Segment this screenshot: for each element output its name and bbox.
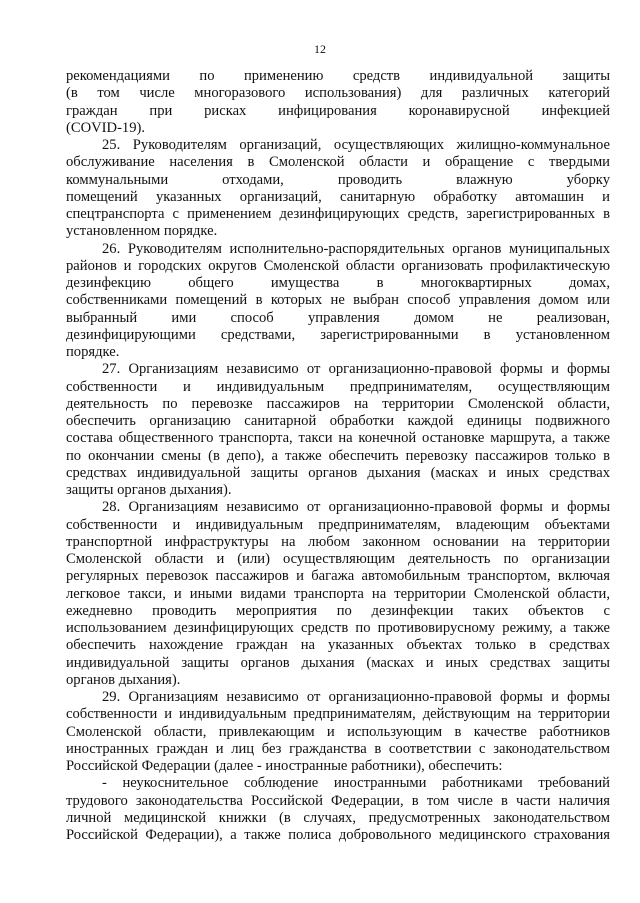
text-line: установленном порядке. [66, 223, 218, 240]
text-line: коммунальными отходами, проводить влажную уборку [66, 171, 610, 188]
text-line: обслуживание населения в Смоленской области и обращение с твердыми [66, 154, 610, 171]
text-line: индивидуальной защиты органов дыхания (масках и иных средствах защиты [66, 654, 610, 671]
text-line: иностранных граждан и лиц без гражданства в соответствии с законодательством [66, 740, 610, 757]
text-line: - неукоснительное соблюдение иностранными работниками требований [102, 775, 610, 792]
paragraph-item-25 [66, 137, 610, 241]
text-line: Российской Федерации), а также полиса добровольного медицинского страхования [66, 827, 610, 843]
paragraph-item-28 [66, 499, 610, 689]
text-line: собственности и индивидуальным предпринимателям, владеющим объектами [66, 516, 610, 533]
paragraph-continuation [66, 68, 610, 137]
text-line: выбранный ими способ управления домом не реализован, [66, 309, 610, 326]
text-line: собственниками помещений в которых не выбран способ управления домом или [66, 292, 610, 309]
text-line: средствах индивидуальной защиты органов дыхания (масках и иных средствах [66, 464, 610, 481]
text-line: Смоленской области, привлекающим и использующим в качестве работников [66, 723, 610, 740]
text-line: трудового законодательства Российской Федерации, в том числе в части наличия [66, 792, 610, 809]
text-line: (в том числе многоразового использования) для различных категорий [66, 85, 610, 102]
text-line: 25. Руководителям организаций, осуществляющих жилищно-коммунальное [102, 137, 610, 153]
text-line: обеспечить нахождение граждан на указанных объектах только в средствах [66, 637, 610, 654]
text-line: 28. Организациям независимо от организационно-правовой формы и формы [102, 499, 610, 516]
text-line: (COVID-19). [66, 119, 146, 136]
text-line: использованием дезинфицирующих средств по противовирусному режиму, а также [66, 620, 610, 636]
text-line: Смоленской области и (или) осуществляющим деятельность по организации [66, 551, 610, 567]
text-line: спецтранспорта с применением дезинфицирующих средств, зарегистрированных в [66, 206, 610, 222]
text-line: Российской Федерации (далее - иностранные работники), обеспечить: [66, 758, 503, 774]
text-line: дезинфекцию общего имущества в многоквартирных домах, [66, 275, 610, 291]
paragraph-item-26 [66, 241, 610, 362]
text-line: защиты органов дыхания). [66, 482, 232, 498]
page-number: 12 [314, 42, 326, 56]
text-line: 26. Руководителям исполнительно-распорядительных органов муниципальных [102, 240, 610, 257]
text-line: органов дыхания). [66, 671, 181, 688]
text-line: легковое такси, и иными видами транспорта на территории Смоленской области, [66, 585, 610, 602]
text-line: 29. Организациям независимо от организационно-правовой формы и формы [102, 689, 610, 705]
text-line: дезинфицирующими средствами, зарегистрированными в установленном [66, 326, 610, 343]
text-line: собственности и индивидуальным предпринимателям, действующим на территории [66, 706, 610, 723]
paragraph-item-29 [66, 689, 610, 775]
paragraph-item-27 [66, 361, 610, 499]
paragraph-item-29-bullet [66, 775, 610, 844]
text-line: порядке. [66, 344, 120, 360]
text-line: по окончании смены (в депо), а также обеспечить перевозку пассажиров только в [66, 447, 610, 464]
text-line: обеспечить организацию санитарной обработки каждой единицы подвижного [66, 413, 610, 429]
text-line: транспортной инфраструктуры на любом законном основании на территории [66, 533, 610, 550]
document-body [66, 68, 610, 844]
text-line: помещений указанных организаций, санитарную обработку автомашин и [66, 188, 610, 205]
text-line: районов и городских округов Смоленской области организовать профилактическую [66, 257, 610, 274]
text-line: личной медицинской книжки (в случаях, предусмотренных законодательством [66, 809, 610, 826]
text-line: собственности и индивидуальным предпринимателям, осуществляющим [66, 378, 610, 395]
text-line: граждан при рисках инфицирования коронавирусной инфекцией [66, 102, 610, 119]
text-line: ежедневно проводить мероприятия по дезинфекции таких объектов с [66, 602, 610, 619]
text-line: регулярных перевозок пассажиров и багажа автомобильным транспортом, включая [66, 568, 610, 585]
text-line: деятельность по перевозке пассажиров на территории Смоленской области, [66, 395, 610, 412]
text-line: рекомендациями по применению средств индивидуальной защиты [66, 68, 610, 84]
text-line: 27. Организациям независимо от организационно-правовой формы и формы [102, 361, 610, 378]
text-line: состава общественного транспорта, такси на конечной остановке маршрута, а также [66, 430, 610, 447]
